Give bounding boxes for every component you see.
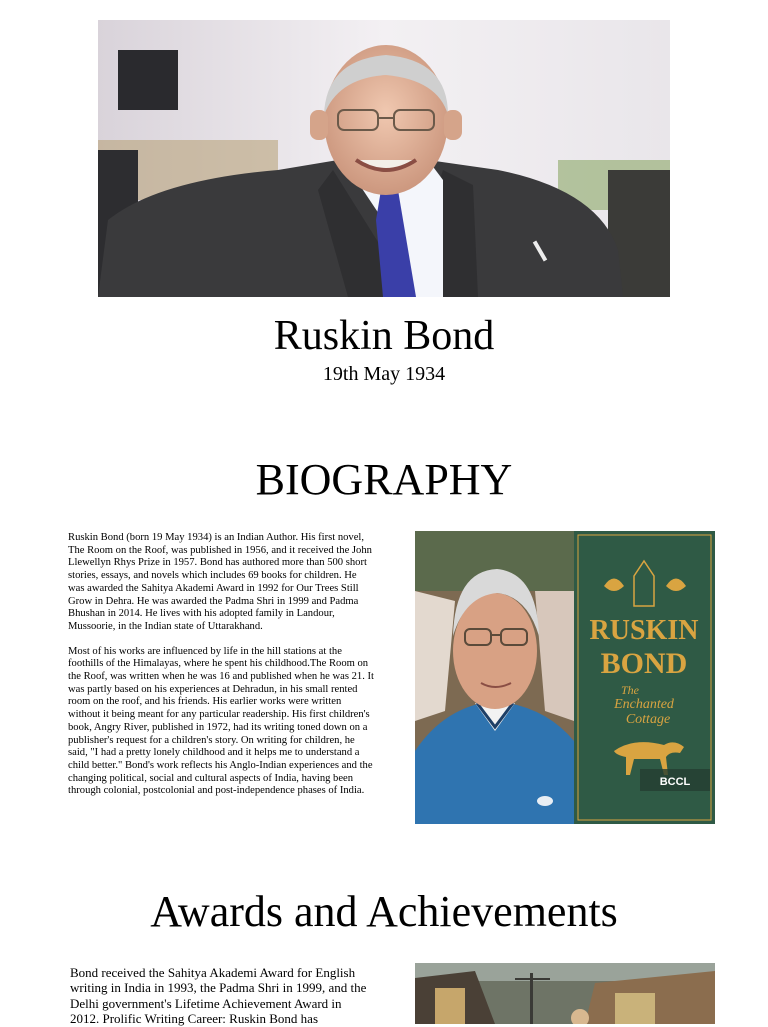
author-birth-date: 19th May 1934 <box>322 363 446 385</box>
book-title-line2: BOND <box>600 647 688 680</box>
biography-heading: BIOGRAPHY <box>255 455 513 504</box>
awards-heading: Awards and Achievements <box>150 887 618 936</box>
book-subtitle-line2: Enchanted <box>614 697 674 712</box>
book-subtitle-line3: Cottage <box>625 712 671 727</box>
painting-image <box>415 963 715 1024</box>
author-portrait-photo <box>415 531 574 824</box>
awards-text: Bond received the Sahitya Akademi Award for English writing in India in 1993, the Padma Shri in 1999, and the Delhi government's Lifetime Achievement Award in 2012. Prolific Writing Career: Ruskin Bond has <box>70 965 367 1027</box>
biography-paragraph: Most of his works are influenced by life in the hill stations at the foothills of the Himalayas, where he spent his childhood.The Room on the Roof, was written when he was 16 and published when he was 21. It was partly based on his experiences at Dehradun, in his small rented room on the roof, and his friends. His earlier works were written without it being meant for any particular readership. His first children's book, Angry River, published in 1972, had its writing toned down on a publisher's request for a children's story. On writing for children, he said, "I had a pretty lonely childhood and it helps me to understand a child better." Bond's work reflects his Anglo-Indian experiences and the changing political, social and cultural aspects of India, having been through colonial, postcolonial and post-independence phases of India. <box>68 645 374 797</box>
author-hero-photo <box>98 20 670 297</box>
book-cover-image <box>574 531 715 824</box>
biography-paragraph: Ruskin Bond (born 19 May 1934) is an Indian Author. His first novel, The Room on the Roof, was published in 1956, and it received the John Llewellyn Rhys Prize in 1957. Bond has authored more than 500 short stories, essays, and novels which includes 69 books for children. He was awarded the Sahitya Akademi Award in 1992 for Our Trees Still Grow in Dehra. He was awarded the Padma Shri in 1999 and Padma Bhushan in 2014. He lives with his adopted family in Landour, Mussoorie, in the Indian state of Uttarakhand. <box>68 532 372 632</box>
book-subtitle-line1: The <box>621 683 639 697</box>
book-title-line1: RUSKIN <box>589 615 699 646</box>
author-name: Ruskin Bond <box>273 313 495 359</box>
watermark-label: BCCL <box>659 776 691 788</box>
biography-text <box>68 532 374 810</box>
